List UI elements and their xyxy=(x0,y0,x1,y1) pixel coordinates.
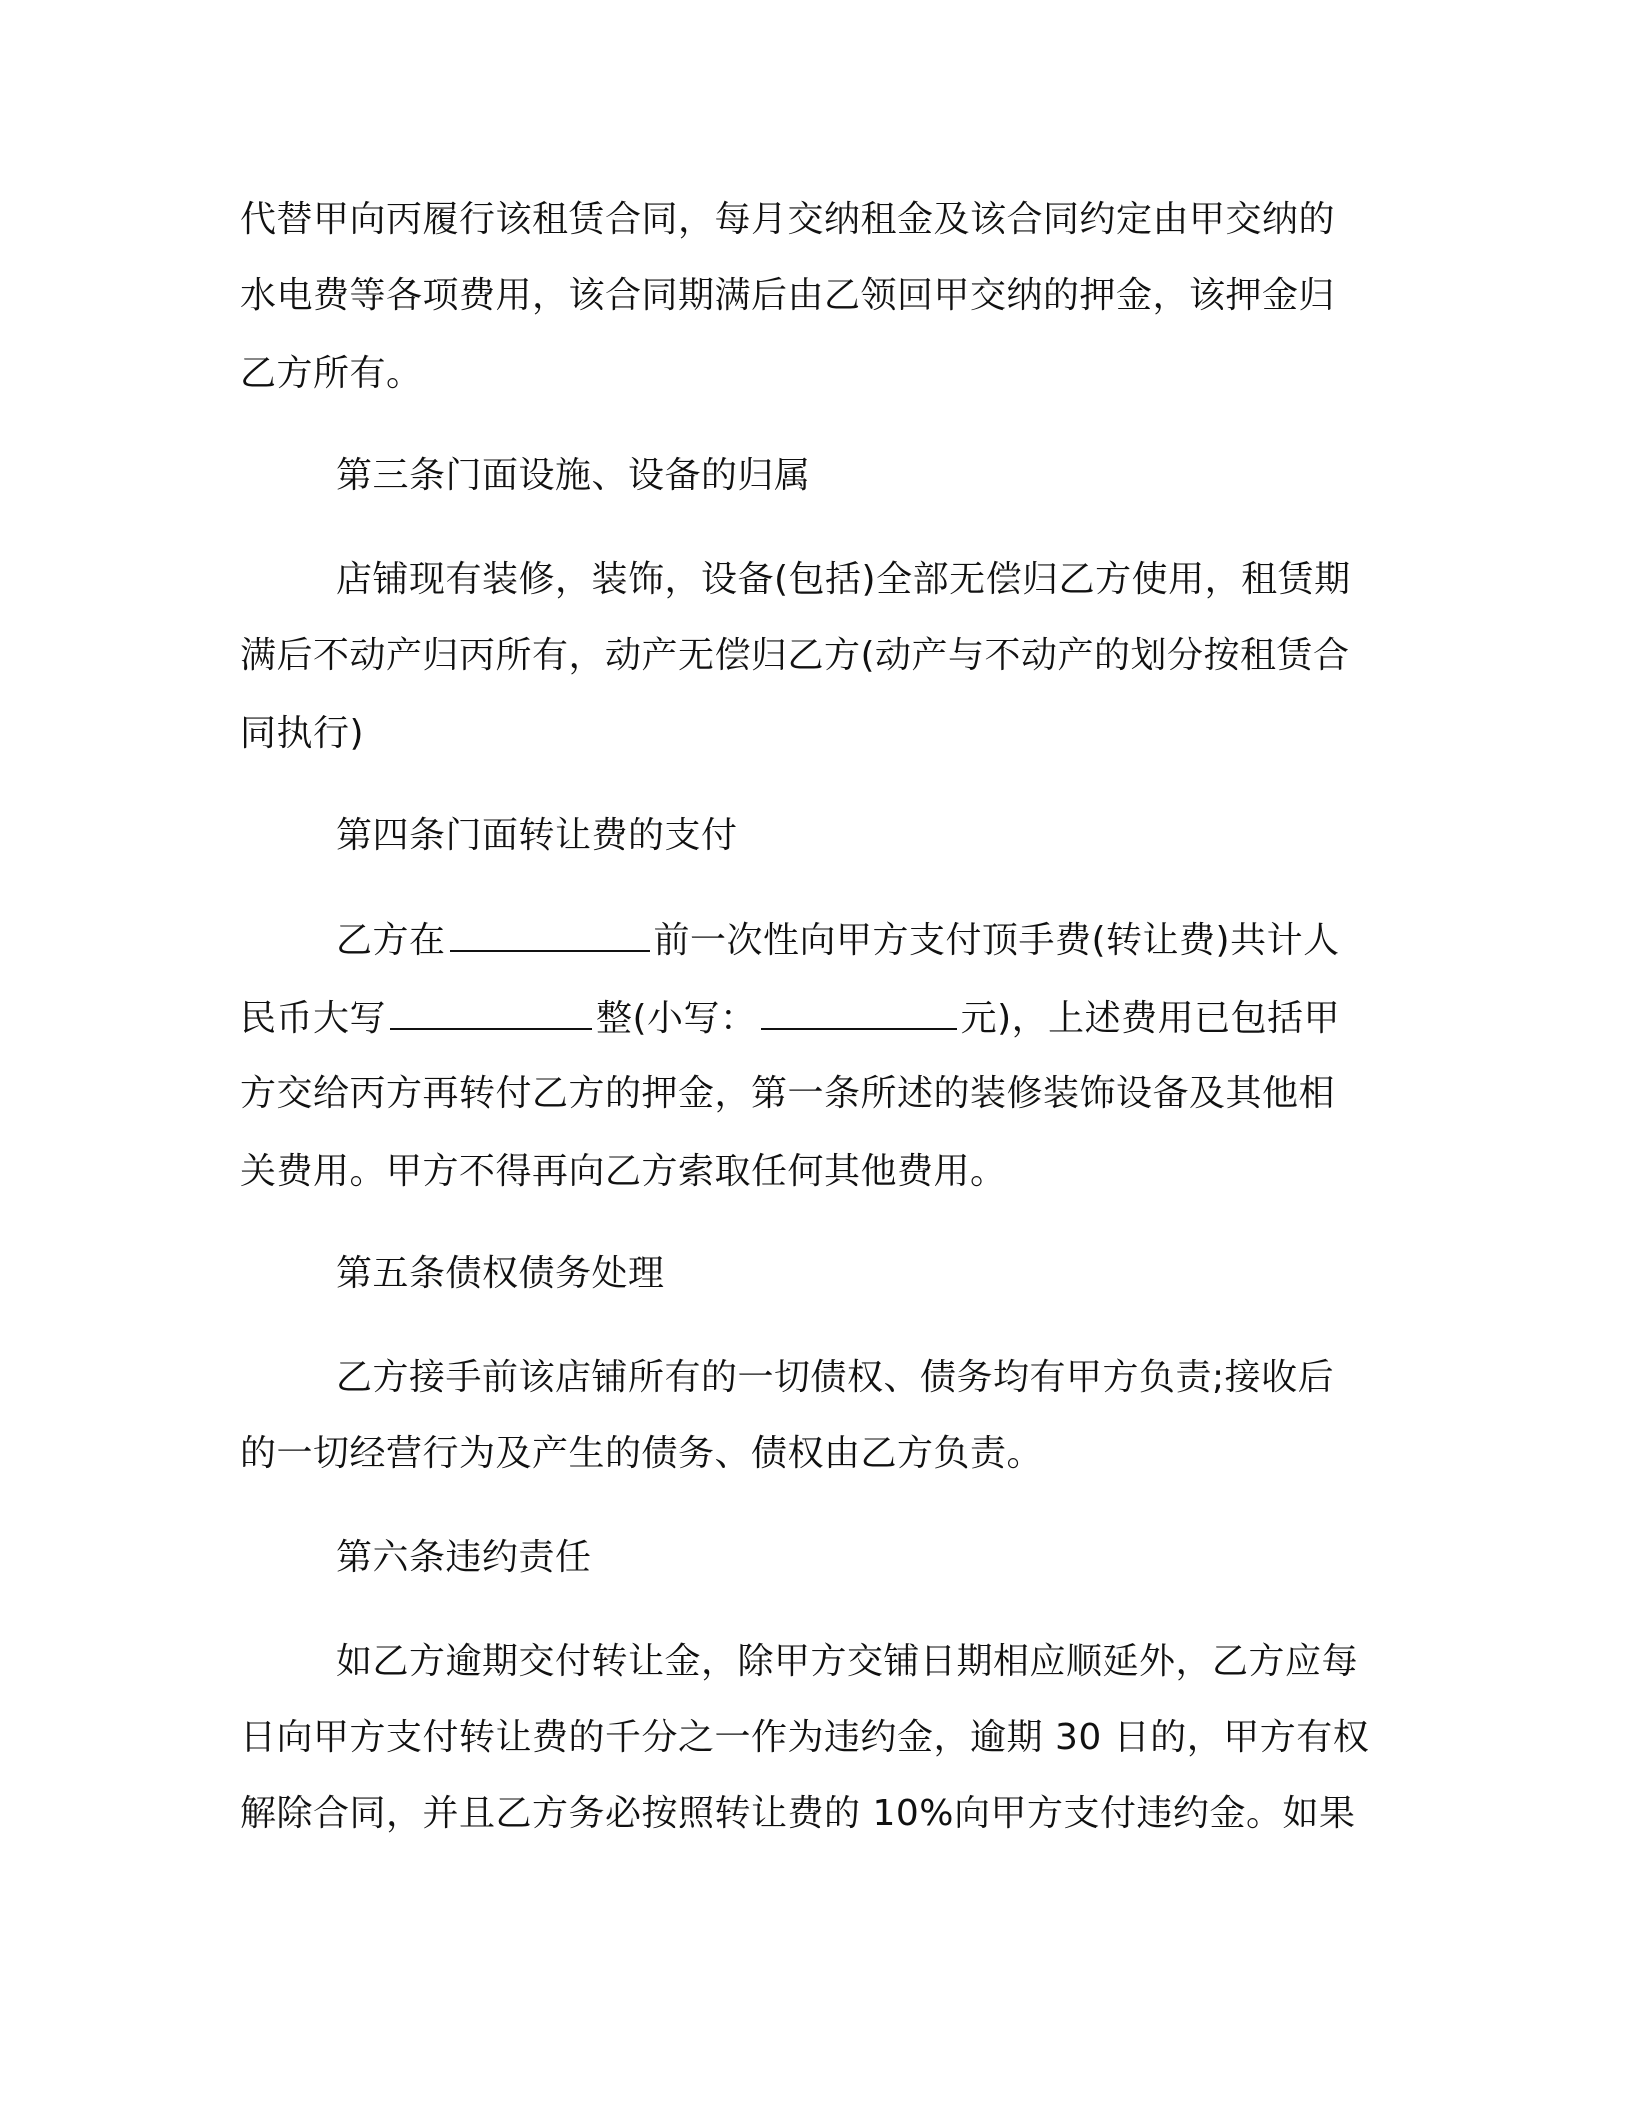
fill-in-blank-amount-words[interactable] xyxy=(390,994,592,1030)
paragraph-line: 乙方接手前该店铺所有的一切债权、债务均有甲方负责;接收后 xyxy=(336,1357,1335,1398)
fill-in-blank-amount-figures[interactable] xyxy=(761,994,957,1030)
paragraph-line: 同执行) xyxy=(240,713,365,754)
paragraph-line: 如乙方逾期交付转让金，除甲方交铺日期相应顺延外，乙方应每 xyxy=(336,1641,1359,1682)
paragraph-line: 水电费等各项费用，该合同期满后由乙领回甲交纳的押金，该押金归 xyxy=(240,275,1336,316)
paragraph-line xyxy=(240,994,1340,1043)
paragraph-line: 方交给丙方再转付乙方的押金，第一条所述的装修装饰设备及其他相 xyxy=(240,1073,1336,1114)
paragraph-line xyxy=(336,916,1340,965)
fill-in-blank-date[interactable] xyxy=(450,916,650,952)
paragraph-line: 乙方所有。 xyxy=(240,353,423,394)
paragraph-line: 店铺现有装修，装饰，设备(包括)全部无偿归乙方使用，租赁期 xyxy=(336,559,1351,600)
paragraph-line: 满后不动产归丙所有，动产无偿归乙方(动产与不动产的划分按租赁合 xyxy=(240,635,1350,676)
article-4-heading: 第四条门面转让费的支付 xyxy=(336,815,738,856)
article-3-heading: 第三条门面设施、设备的归属 xyxy=(336,455,811,496)
line-text: 元)，上述费用已包括甲 xyxy=(960,998,1341,1039)
line-text: 乙方在 xyxy=(336,920,446,961)
paragraph-line: 的一切经营行为及产生的债务、债权由乙方负责。 xyxy=(240,1433,1044,1474)
article-6-heading: 第六条违约责任 xyxy=(336,1537,592,1578)
article-5-heading: 第五条债权债务处理 xyxy=(336,1253,665,1294)
line-text: 整(小写： xyxy=(596,998,757,1039)
paragraph-line: 解除合同，并且乙方务必按照转让费的 10%向甲方支付违约金。如果 xyxy=(240,1793,1356,1834)
line-text: 民币大写 xyxy=(240,998,387,1039)
paragraph-line: 代替甲向丙履行该租赁合同，每月交纳租金及该合同约定由甲交纳的 xyxy=(240,199,1336,240)
paragraph-line: 日向甲方支付转让费的千分之一作为违约金，逾期 30 日的，甲方有权 xyxy=(240,1717,1370,1758)
paragraph-line: 关费用。甲方不得再向乙方索取任何其他费用。 xyxy=(240,1151,1007,1192)
line-text: 前一次性向甲方支付顶手费(转让费)共计人 xyxy=(653,920,1340,961)
